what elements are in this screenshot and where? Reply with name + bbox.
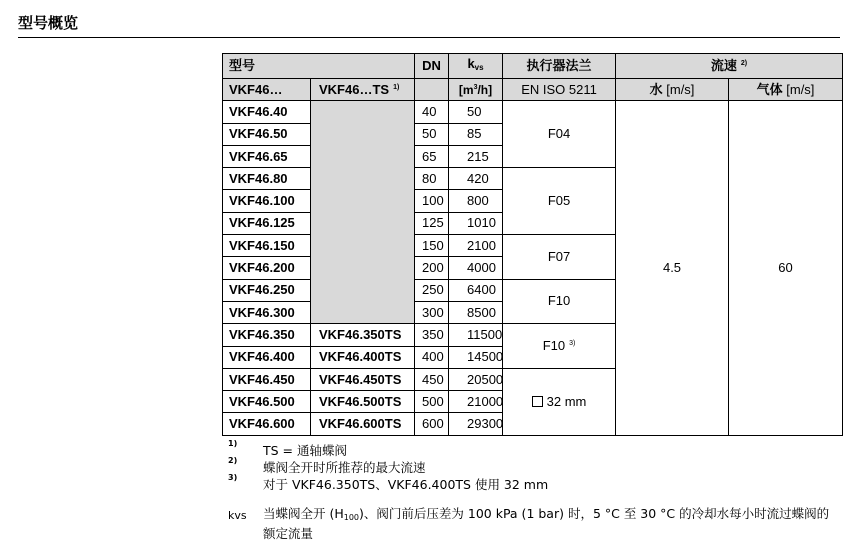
ts-model-cell: VKF46.500TS xyxy=(311,391,415,413)
flange-cell-f05: F05 xyxy=(503,168,616,235)
kvs-cell: 2100 xyxy=(449,235,503,257)
square-shaft-icon xyxy=(532,396,543,407)
header-flow-velocity-note: 2) xyxy=(740,60,748,67)
dn-cell: 600 xyxy=(415,413,449,435)
header-kvs-unit xyxy=(449,79,503,101)
header-model: 型号 xyxy=(223,54,415,79)
header-dn: DN xyxy=(415,54,449,79)
header-vkf46ts xyxy=(311,79,415,101)
footnote-marker: 1) xyxy=(228,439,238,448)
header-vkf46: VKF46… xyxy=(223,79,311,101)
kvs-cell: 1010 xyxy=(449,212,503,234)
footnote-text: 对于 VKF46.350TS、VKF46.400TS 使用 32 mm xyxy=(263,477,549,492)
flange-cell-f10-ts xyxy=(503,324,616,369)
dn-cell: 200 xyxy=(415,257,449,279)
model-cell: VKF46.450 xyxy=(223,368,311,390)
model-cell: VKF46.40 xyxy=(223,101,311,123)
model-cell: VKF46.100 xyxy=(223,190,311,212)
kvs-definition-text-a: 当蝶阀全开 (H xyxy=(263,506,344,521)
footnote-marker: 3) xyxy=(228,473,238,482)
kvs-cell: 8500 xyxy=(449,301,503,323)
flange-cell-square xyxy=(503,368,616,435)
flange-cell-f04: F04 xyxy=(503,101,616,168)
header-gas-unit: [m/s] xyxy=(786,81,815,97)
kvs-cell: 11500 xyxy=(449,324,503,346)
footnote-marker: 2) xyxy=(228,456,238,465)
header-water-label: 水 xyxy=(649,81,663,97)
header-dn-blank xyxy=(415,79,449,101)
model-cell: VKF46.80 xyxy=(223,168,311,190)
kvs-cell: 20500 xyxy=(449,368,503,390)
header-vkf46ts-label: VKF46…TS xyxy=(319,81,390,97)
section-title: 型号概览 xyxy=(18,14,79,32)
kvs-cell: 50 xyxy=(449,101,503,123)
water-velocity-cell: 4.5 xyxy=(616,101,729,435)
model-cell: VKF46.200 xyxy=(223,257,311,279)
header-water xyxy=(616,79,729,101)
kvs-definition-text-b: )、阀门前后压差为 100 kPa (1 bar) 时，5 °C 至 30 °C 的冷却水每小时流过蝶阀的额定流量 xyxy=(263,506,830,541)
kvs-cell: 21000 xyxy=(449,391,503,413)
kvs-cell: 6400 xyxy=(449,279,503,301)
kvs-cell: 85 xyxy=(449,123,503,145)
kvs-unit-part-a: [m xyxy=(458,82,474,97)
model-cell: VKF46.350 xyxy=(223,324,311,346)
model-cell: VKF46.300 xyxy=(223,301,311,323)
model-cell: VKF46.400 xyxy=(223,346,311,368)
model-cell: VKF46.50 xyxy=(223,123,311,145)
kvs-cell: 800 xyxy=(449,190,503,212)
header-row-2 xyxy=(223,79,843,101)
table-row xyxy=(223,101,843,123)
kvs-cell: 215 xyxy=(449,145,503,167)
dn-cell: 500 xyxy=(415,391,449,413)
header-kvs-sub: vs xyxy=(474,63,484,72)
dn-cell: 65 xyxy=(415,145,449,167)
header-gas xyxy=(729,79,843,101)
header-vkf46ts-note: 1) xyxy=(393,83,400,91)
model-cell: VKF46.500 xyxy=(223,391,311,413)
model-cell: VKF46.125 xyxy=(223,212,311,234)
kvs-unit-sup: 3 xyxy=(473,83,478,91)
kvs-cell: 4000 xyxy=(449,257,503,279)
flange-cell-f10: F10 xyxy=(503,279,616,324)
kvs-definition-subscript: 100 xyxy=(343,513,360,522)
kvs-definition-text xyxy=(263,506,833,542)
flange-f10-ts-label: F10 xyxy=(542,338,566,354)
flange-f10-ts-note: 3) xyxy=(569,340,576,348)
dn-cell: 50 xyxy=(415,123,449,145)
dn-cell: 100 xyxy=(415,190,449,212)
kvs-cell: 420 xyxy=(449,168,503,190)
kvs-unit-part-b: /h] xyxy=(477,82,493,97)
header-gas-label: 气体 xyxy=(756,81,783,97)
footnote-text: 蝶阀全开时所推荐的最大流速 xyxy=(263,460,426,475)
header-kvs xyxy=(449,54,503,79)
dn-cell: 450 xyxy=(415,368,449,390)
dn-cell: 150 xyxy=(415,235,449,257)
gas-velocity-cell: 60 xyxy=(729,101,843,435)
header-actuator-flange: 执行器法兰 xyxy=(503,54,616,79)
kvs-cell: 14500 xyxy=(449,346,503,368)
dn-cell: 250 xyxy=(415,279,449,301)
ts-model-cell: VKF46.400TS xyxy=(311,346,415,368)
dn-cell: 300 xyxy=(415,301,449,323)
ts-model-cell: VKF46.350TS xyxy=(311,324,415,346)
section-divider xyxy=(18,37,840,38)
model-cell: VKF46.150 xyxy=(223,235,311,257)
kvs-definition-marker: kvs xyxy=(228,509,247,522)
ts-model-cell: VKF46.600TS xyxy=(311,413,415,435)
header-row-1 xyxy=(223,54,843,79)
model-cell: VKF46.600 xyxy=(223,413,311,435)
header-flow-velocity-label: 流速 xyxy=(710,58,737,73)
flange-square-label: 32 mm xyxy=(546,393,587,409)
header-water-unit: [m/s] xyxy=(666,81,695,97)
model-cell: VKF46.250 xyxy=(223,279,311,301)
header-flow-velocity xyxy=(616,54,843,79)
footnote-text: TS = 通轴蝶阀 xyxy=(263,443,347,458)
dn-cell: 400 xyxy=(415,346,449,368)
ts-blank-cell xyxy=(311,101,415,324)
flange-cell-f07: F07 xyxy=(503,235,616,280)
header-flange-standard: EN ISO 5211 xyxy=(503,79,616,101)
model-cell: VKF46.65 xyxy=(223,145,311,167)
kvs-cell: 29300 xyxy=(449,413,503,435)
dn-cell: 125 xyxy=(415,212,449,234)
header-kvs-main: k xyxy=(467,56,475,71)
model-overview-table xyxy=(222,53,843,436)
dn-cell: 40 xyxy=(415,101,449,123)
dn-cell: 350 xyxy=(415,324,449,346)
ts-model-cell: VKF46.450TS xyxy=(311,368,415,390)
dn-cell: 80 xyxy=(415,168,449,190)
